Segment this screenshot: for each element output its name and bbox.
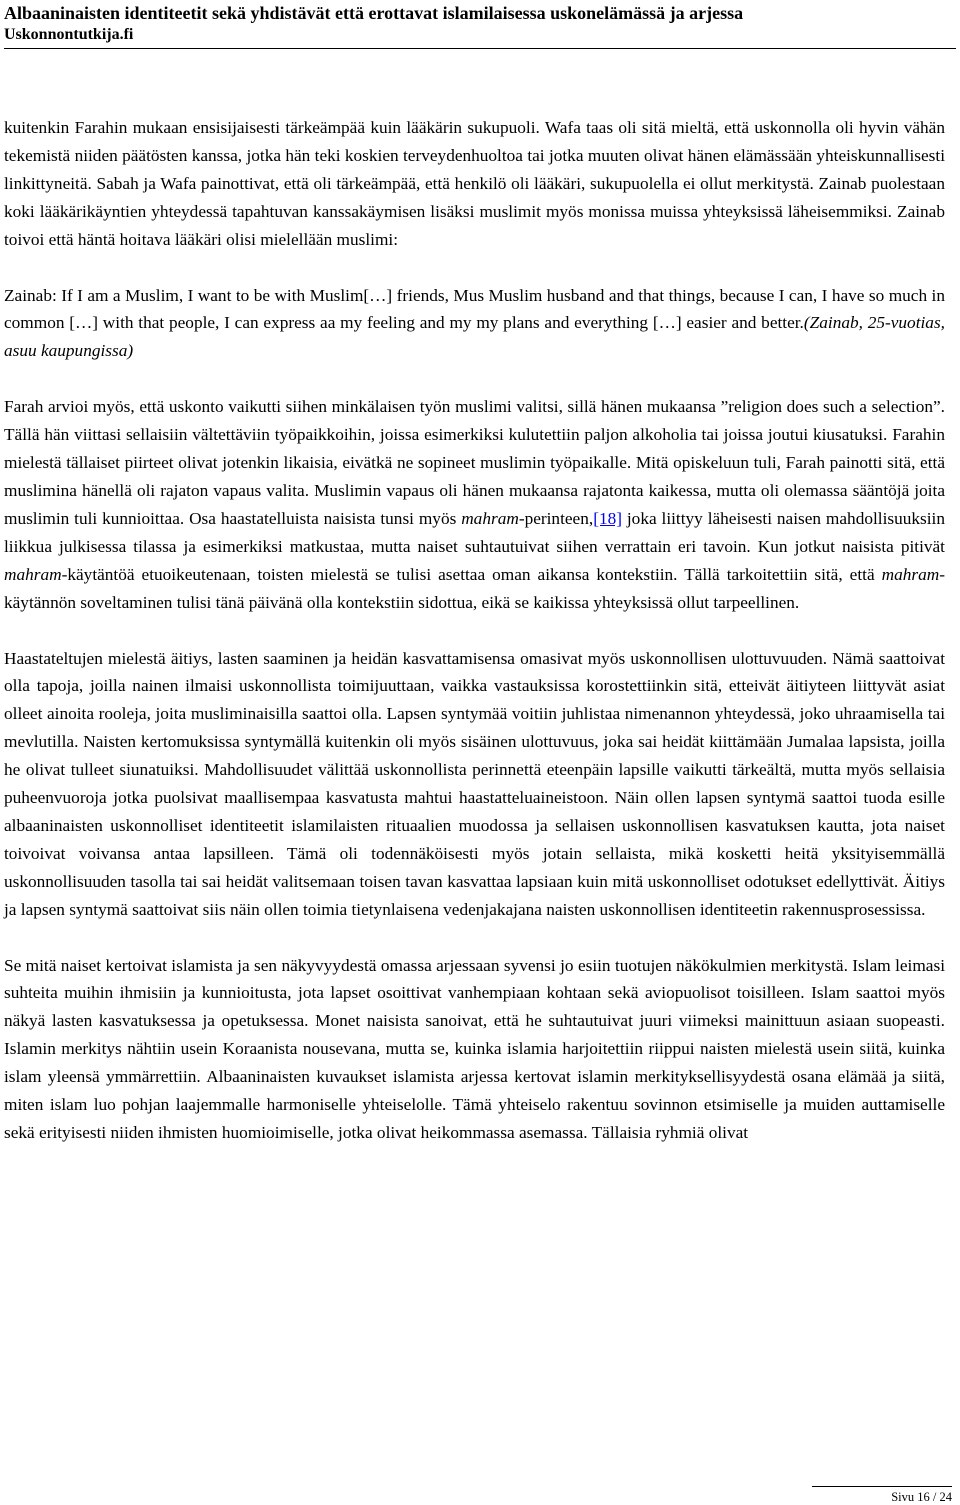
article-body bbox=[4, 114, 945, 1147]
page-header bbox=[4, 0, 956, 49]
paragraph bbox=[4, 393, 945, 616]
footnote-link-18[interactable]: [18] bbox=[593, 508, 622, 528]
term-mahram: mahram bbox=[881, 564, 940, 584]
site-name: Uskonnontutkija.fi bbox=[4, 26, 134, 43]
paragraph-text: joka liittyy läheisesti naisen mahdollisuuksiin liikkua julkisessa tilassa ja esimerkiksi matkustaa, mutta naiset suhtautuivat siihen verrattain eri tavoin. Kun jotkut naisista pitivät bbox=[4, 508, 945, 556]
paragraph-text: -käytännön soveltaminen tulisi tänä päivänä olla kontekstiin sidottua, eikä se kaikissa yhteyksissä ollut tarpeellinen. bbox=[4, 564, 945, 612]
page-number: Sivu 16 / 24 bbox=[891, 1490, 952, 1504]
quote-source: (Zainab, 25-vuotias, asuu kaupungissa) bbox=[4, 313, 945, 361]
term-mahram: mahram bbox=[461, 508, 519, 528]
paragraph-text: -käytäntöä etuoikeutenaan, toisten mielestä se tulisi asettaa oman aikansa kontekstiin. Tällä tarkoitettiin sitä, että bbox=[61, 564, 882, 584]
interview-quote bbox=[4, 282, 945, 366]
paragraph: kuitenkin Farahin mukaan ensisijaisesti tärkeämpää kuin lääkärin sukupuoli. Wafa taas oli sitä mieltä, että uskonnolla oli hyvin vähän tekemistä niiden päätösten kanssa, jotka hän teki koskien terveydenhuoltoa tai jotka muuten olivat hänen elämässään yhteiskunnallisesti linkittyneitä. Sabah ja Wafa painottivat, että oli tärkeämpää, että henkilö oli lääkäri, sukupuolella ei ollut merkitystä. Zainab puolestaan koki lääkärikäyntien yhteydessä tapahtuvan kanssakäymisen lisäksi muslimit myös monissa muissa yhteyksissä läheisemmiksi. Zainab toivoi että häntä hoitava lääkäri olisi mielellään muslimi: bbox=[4, 118, 945, 249]
page-footer bbox=[812, 1486, 952, 1505]
paragraph-text: -perinteen, bbox=[518, 508, 594, 528]
paragraph: Haastateltujen mielestä äitiys, lasten saaminen ja heidän kasvattamisensa omasivat myös uskonnollisen ulottuvuuden. Nämä saattoivat olla tapoja, joilla nainen ilmaisi uskonnollista toimijuuttaan, vaikka vastauksissa korostettiinkin sitä, etteivät äitiyteen liittyvät asiat olleet ainoita rooleja, joita musliminaisilla saattoi olla. Lapsen syntymää voitiin juhlistaa nimenannon yhteydessä, joko uhraamisella tai mevlutilla. Naisten kertomuksissa syntymällä kuitenkin oli myös sisäinen ulottuvuus, joka sai heidät kiittämään Jumalaa lapsista, joilla he olivat tulleet siunatuiksi. Mahdollisuudet välittää uskonnollista perinnettä eteenpäin lapsille vaikutti tärkeältä, mutta myös sellaisia puheenvuoroja jotka puolsivat maallisempaa kasvatusta mahtui haastatteluaineistoon. Näin ollen lapsen syntymä saattoi tuoda esille albaaninaisten uskonnolliset identiteetit islamilaisten rituaalien muodossa ja sellaisen uskonnollisen kasvatuksen kautta, jota naiset toivoivat voivansa antaa lapsilleen. Tämä oli todennäköisesti myös jotain sellaista, mikä kosketti heitä yksityisemmällä uskonnollisuuden tasolla tai sai heidät valitsemaan toisen tavan kasvattaa lapsiaan kuin mitä uskonnolliset odotukset edellyttivät. Äitiys ja lapsen syntymä saattoivat siis näin ollen toimia tietynlaisena vedenjakajana naisten uskonnollisen identiteetin rakennusprosessissa. bbox=[4, 648, 945, 919]
term-mahram: mahram bbox=[4, 564, 62, 584]
paragraph: Se mitä naiset kertoivat islamista ja sen näkyvyydestä omassa arjessaan syvensi jo esiin tuotujen näkökulmien merkitystä. Islam leimasi suhteita muihin ihmisiin ja kunnioitusta, jota lapset osoittivat vanhempiaan kohtaan sekä aviopuolisot toisilleen. Islam saattoi myös näkyä lasten kasvatuksessa ja opetuksessa. Monet naisista sanoivat, että he suhtautuivat juuri viimeksi mainittuun asiaan suopeasti. Islamin merkitys nähtiin usein Koraanista nousevana, mutta se, kuinka islamia harjoitettiin riippui naisten mielestä usein siitä, kuinka islam yleensä ymmärrettiin. Albaaninaisten kuvaukset islamista arjessa kertovat islamin merkityksellisyydestä osana elämää ja siitä, miten islam luo pohjan laajemmalle harmoniselle yhteiselolle. Tämä yhteiselo rakentuu sovinnon etsimiselle ja muiden auttamiselle sekä erityisesti niiden ihmisten huomioimiselle, jotka olivat heikommassa asemassa. Tällaisia ryhmiä olivat bbox=[4, 955, 945, 1142]
document-title: Albaaninaisten identiteetit sekä yhdistävät että erottavat islamilaisessa uskonelämässä ja arjessa bbox=[4, 3, 744, 23]
quote-text: Zainab: If I am a Muslim, I want to be with Muslim[…] friends, Mus Muslim husband and that things, because I can, I have so much in common […] with that people, I can express aa my feeling and my my plans and everything […] easier and better. bbox=[4, 285, 945, 333]
paragraph-text: Farah arvioi myös, että uskonto vaikutti siihen minkälaisen työn muslimi valitsi, sillä hänen mukaansa ”religion does such a selection”. Tällä hän viittasi sellaisiin vältettäviin työpaikkoihin, joissa esimerkiksi kulutettiin paljon alkoholia tai joissa joutui kiusatuksi. Farahin mielestä tällaiset piirteet olivat jotenkin likaisia, eivätkä ne sopineet muslimin työpaikalle. Mitä opiskeluun tuli, Farah painotti sitä, että muslimina hänellä oli rajaton vapaus valita. Muslimin vapaus oli hänen mukaansa rajatonta kaikessa, mutta oli olemassa sääntöjä joita muslimin tuli kunnioittaa. Osa haastatelluista naisista tunsi myös bbox=[4, 397, 945, 528]
